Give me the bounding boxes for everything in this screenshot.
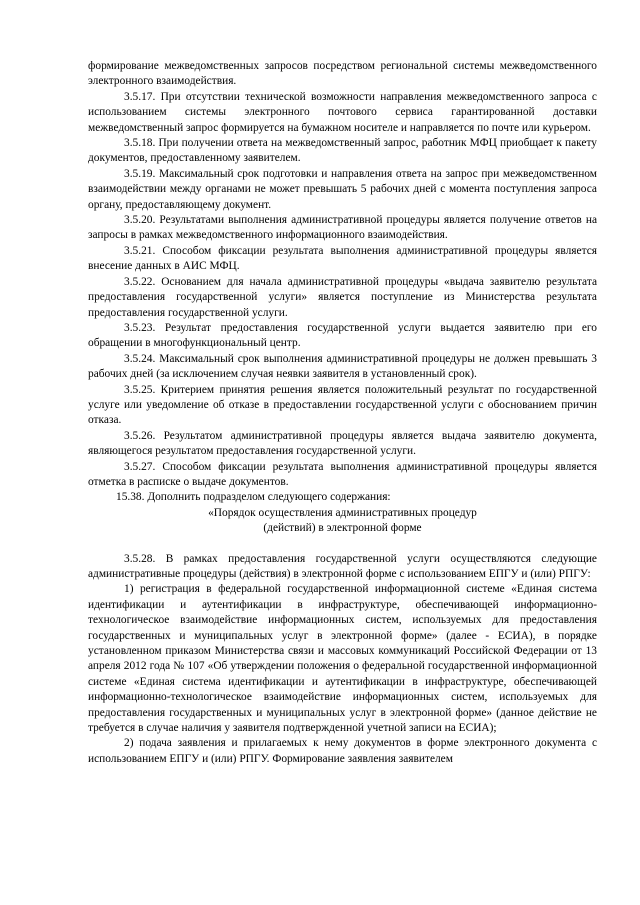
paragraph-3-5-26: 3.5.26. Результатом административной процедуры является выдача заявителю документа, являющегося результатом предоставления государственной услуги. [88, 429, 597, 458]
paragraph-3-5-17: 3.5.17. При отсутствии технической возможности направления межведомственного запроса с использованием системы электронного почтового сервиса гарантированной доставки межведомственный запрос формируется на бумажном носителе и направляется по почте или курьером. [88, 90, 597, 134]
list-item-2: 2) подача заявления и прилагаемых к нему документов в форме электронного документа с использованием ЕПГУ и (или) РПГУ. Формирование заявления заявителем [88, 737, 597, 765]
paragraph-3-5-22: 3.5.22. Основанием для начала административной процедуры «выдача заявителю результата предоставления государственной услуги» является поступление из Министерства результата предоставления государственной услуги. [88, 275, 597, 319]
section-heading-line-2: (действий) в электронной форме [263, 522, 422, 535]
section-heading-line-1: «Порядок осуществления административных процедур [208, 506, 477, 519]
paragraph-3-5-25: 3.5.25. Критерием принятия решения является положительный результат по государственной услуге или уведомление об отказе в предоставлении государственной услуги с обоснованием причин отказа. [88, 383, 597, 427]
list-item-1: 1) регистрация в федеральной государственной информационной системе «Единая система идентификации и аутентификации в инфраструктуре, обеспечивающей информационно-технологическое взаимодействие информационных систем, используемых для предоставления государственных и муниципальных услуг в электронной форме» (далее - ЕСИА), в порядке установленном приказом Министерства связи и массовых коммуникаций Российской Федерации от 13 апреля 2012 года № 107 «Об утверждении положения о федеральной государственной информационной системе «Единая система идентификации и аутентификации в инфраструктуре, обеспечивающей информационно-технологическое взаимодействие информационных систем, используемых для предоставления государственных и муниципальных услуг в электронной форме» (данное действие не требуется в случае наличия у заявителя подтвержденной учетной записи на ЕСИА); [88, 583, 597, 735]
paragraph-continuation: формирование межведомственных запросов посредством региональной системы межведомственного электронного взаимодействия. [88, 60, 597, 88]
paragraph-3-5-18: 3.5.18. При получении ответа на межведомственный запрос, работник МФЦ приобщает к пакету документов, предоставленному заявителем. [88, 137, 597, 165]
paragraph-3-5-27: 3.5.27. Способом фиксации результата выполнения административной процедуры является отметка в расписке о выдаче документов. [88, 460, 597, 488]
paragraph-3-5-19: 3.5.19. Максимальный срок подготовки и направления ответа на запрос при межведомственном взаимодействии между органами не может превышать 5 рабочих дней с момента поступления запроса органу, предоставляющему документ. [88, 167, 597, 211]
paragraph-3-5-23: 3.5.23. Результат предоставления государственной услуги выдается заявителю при его обращении в многофункциональный центр. [88, 321, 597, 350]
paragraph-3-5-24: 3.5.24. Максимальный срок выполнения административной процедуры не должен превышать 3 рабочих дней (за исключением случая неявки заявителя в установленный срок). [88, 352, 597, 381]
paragraph-3-5-21: 3.5.21. Способом фиксации результата выполнения административной процедуры является внесение данных в АИС МФЦ. [88, 244, 597, 273]
amendment-line: 15.38. Дополнить подразделом следующего содержания: [116, 491, 391, 504]
paragraph-3-5-28: 3.5.28. В рамках предоставления государственной услуги осуществляются следующие административные процедуры (действия) в электронной форме с использованием ЕПГУ и (или) РПГУ: [88, 552, 597, 580]
paragraph-3-5-20: 3.5.20. Результатами выполнения административной процедуры является получение ответов на запросы в рамках межведомственного информационного взаимодействия. [88, 214, 597, 242]
